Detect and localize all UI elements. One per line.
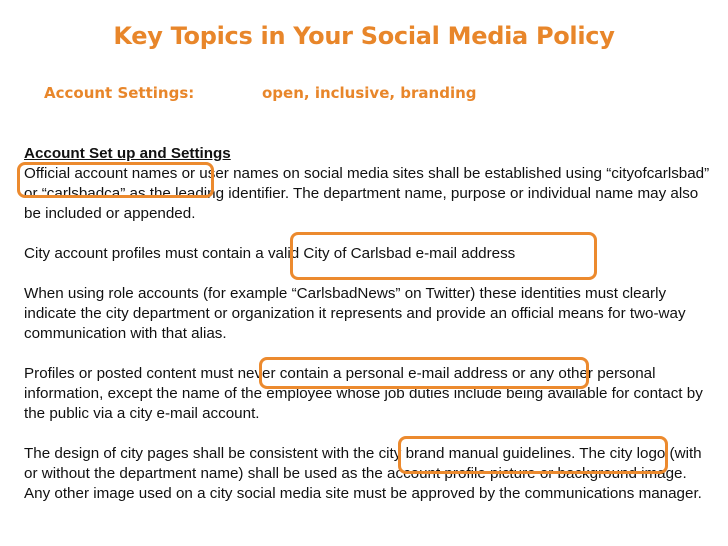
policy-paragraph-account-names: Official account names or user names on social media sites shall be established using “cityofcarlsbad” or “carlsbadca” as the leading identifier. The department name, purpose or individual name may also be included or appended. bbox=[24, 165, 710, 222]
highlight-valid-city-email bbox=[290, 232, 597, 280]
policy-paragraph-role-accounts: When using role accounts (for example “CarlsbadNews” on Twitter) these identities must clearly indicate the city department or organization it represents and provide an official means for two-way communication with that alias. bbox=[24, 285, 686, 342]
policy-heading: Account Set up and Settings bbox=[24, 145, 231, 162]
policy-paragraph-email-address: City account profiles must contain a valid City of Carlsbad e-mail address bbox=[24, 245, 516, 262]
account-settings-value: open, inclusive, branding bbox=[262, 84, 477, 102]
policy-paragraph-brand-design: The design of city pages shall be consistent with the city brand manual guidelines. The city logo (with or without the department name) shall be used as the account profile picture or background image. Any other image used on a city social media site must be approved by the communications manager. bbox=[24, 445, 702, 502]
account-settings-label: Account Settings: bbox=[44, 84, 195, 102]
highlight-never-personal-email bbox=[259, 357, 589, 389]
slide-title: Key Topics in Your Social Media Policy bbox=[113, 22, 615, 50]
highlight-city-brand-guidelines bbox=[398, 436, 668, 474]
highlight-official-account-names bbox=[17, 162, 214, 198]
policy-paragraph-personal-info: Profiles or posted content must never contain a personal e-mail address or any other personal information, except the name of the employee whose job duties include being available for contact by the public via a city e-mail account. bbox=[24, 365, 703, 422]
